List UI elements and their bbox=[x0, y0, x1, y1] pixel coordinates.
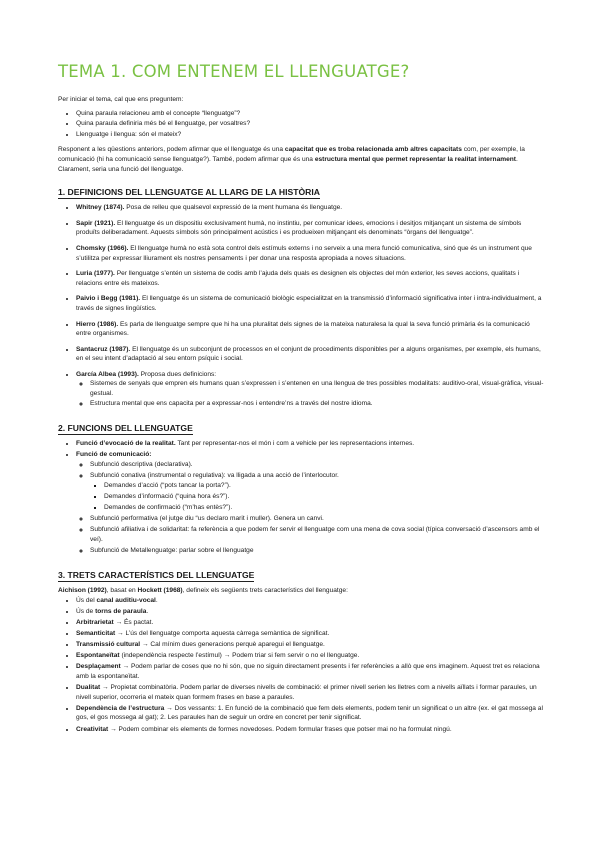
subfunction-list bbox=[76, 460, 546, 555]
subfunction-item: ◦ Subfunció performativa (el jutge diu “us declaro marit i muller). Genera un canvi. bbox=[90, 514, 546, 524]
definition-item: • Santacruz (1987). El llenguatge és un subconjunt de processos en el conjunt de procediments disponibles per a alguns organismes, per exemple, els humans, en el seu intent d’adaptació al seu entorn psíquic i social. bbox=[76, 345, 546, 364]
demand-item: ▪ Demandes d’informació (“quina hora és?”). bbox=[104, 492, 546, 502]
section-traits bbox=[58, 565, 546, 734]
subfunction-item: ◦ Subfunció afiliativa i de solidaritat: fa referència a que podem fer servir el llenguatge com una mena de cova social (típica conversació d’ascensors amb el veí). bbox=[90, 525, 546, 544]
function-item: • Funció d’evocació de la realitat. Tant per representar-nos el món i com a vehicle per les representacions internes. bbox=[76, 439, 546, 449]
demand-item: ▪ Demandes d’acció (“pots tancar la porta?”). bbox=[104, 481, 546, 491]
intro-text: Per iniciar el tema, cal que ens preguntem: bbox=[58, 96, 184, 103]
trait-item: • Creativitat → Podem combinar els elements de formes novedoses. Podem formular frases que potser mai no ha formulat ningú. bbox=[76, 725, 546, 735]
section-heading: 3. TRETS CARACTERÍSTICS DEL LLENGUATGE bbox=[58, 570, 255, 581]
sub-definition-item: ◦ Sistemes de senyals que empren els humans quan s’expressen i s’entenen en una llengua de tres possibles modalitats: auditivo-oral, visual-gràfica, visual-gestual. bbox=[90, 379, 546, 398]
subfunction-item: ◦ Subfunció descriptiva (declarativa). bbox=[90, 460, 546, 470]
trait-item: • Transmissió cultural → Cal mínim dues generacions perquè aparegui el llenguatge. bbox=[76, 640, 546, 650]
section-heading: 2. FUNCIONS DEL LLENGUATGE bbox=[58, 423, 193, 434]
definition-item: • García Albea (1993). Proposa dues definicions: ◦ Sistemes de senyals que empren els humans quan s’expressen i s’entenen en una llengua de tres possibles modalitats: auditivo-oral, visual-gràfica, visual-gestual. ◦ Estructura mental que ens capacita per a expressar-nos i entendre’ns a través del nostre idioma. bbox=[76, 370, 546, 408]
sub-definition-list bbox=[76, 379, 546, 408]
trait-item: • Dualitat → Propietat combinatòria. Podem parlar de diverses nivells de combinació: el primer nivell serien les lletres com a nivells aïllats i formar paraules, un nivell superior, ocorreria el mateix quan formem frases en base a paraules. bbox=[76, 683, 546, 702]
demand-list bbox=[90, 481, 546, 513]
subfunction-item: ◦ Subfunció de Metallenguatge: parlar sobre el llenguatge bbox=[90, 546, 546, 556]
demand-item: ▪ Demandes de confirmació (“m’has entès?”). bbox=[104, 503, 546, 513]
page-title: TEMA 1. COM ENTENEM EL LLENGUATGE? bbox=[58, 62, 410, 81]
question-item: • Quina paraula relacioneu amb el concepte “llenguatge”? bbox=[76, 109, 546, 119]
definition-list bbox=[58, 203, 546, 408]
definition-item: • Luria (1977). Per llenguatge s’entén un sistema de codis amb l’ajuda dels quals es designen els objectes del món exterior, les seves accions, qualitats i relacions entre els mateixos. bbox=[76, 269, 546, 288]
trait-list bbox=[58, 596, 546, 734]
subfunction-item: ◦ Subfunció conativa (instrumental o regulativa): va lligada a una acció de l’interlocutor. ▪ Demandes d’acció (“pots tancar la porta?”). ▪ Demandes d’informació (“quina hora és?”). ▪ Demandes de confirmació (“m’has entès?”). bbox=[90, 471, 546, 512]
question-item: • Llenguatge i llengua: són el mateix? bbox=[76, 130, 546, 140]
section-heading: 1. DEFINICIONS DEL LLENGUATGE AL LLARG DE LA HISTÒRIA bbox=[58, 187, 320, 198]
question-item: • Quina paraula definiria més bé el llenguatge, per vosaltres? bbox=[76, 119, 546, 129]
traits-intro: Aichison (1992), basat en Hockett (1968), defineix els següents trets característics del llenguatge: bbox=[58, 587, 348, 595]
definition-item: • Whitney (1874). Posa de relleu que qualsevol expressió de la ment humana és llenguatge. bbox=[76, 203, 546, 213]
section-definitions bbox=[58, 182, 546, 408]
answer-paragraph: Responent a les qüestions anteriors, podem afirmar que el llenguatge és una capacitat que es troba relacionada amb altres capacitats com, per exemple, la comunicació (hi ha comunicació sense llenguatge?). També, podem afirmar que és una estructura mental que permet representar la realitat internament. Clarament, seria una funció del llenguatge. bbox=[58, 146, 525, 173]
function-item: • Funció de comunicació: ◦ Subfunció descriptiva (declarativa). ◦ Subfunció conativa (instrumental o regulativa): va lligada a una acció de l’interlocutor. ▪ Demandes d’acció (“pots tancar la porta?”). ▪ Demandes d’informació (“quina hora és?”). ▪ Demandes de confirmació (“m’has entès?”). ◦ Subfunció performativa (el jutge diu “us declaro marit i muller). Genera un canvi. ◦ Subfunció afiliativa i de solidaritat: fa referència a que podem fer servir el llenguatge com una mena de cova social (típica conversació d’ascensors amb el veí). ◦ Subfunció de Metallenguatge: parlar sobre el llenguatge bbox=[76, 450, 546, 555]
function-list bbox=[58, 439, 546, 555]
definition-item: • Paivio i Begg (1981). El llenguatge és un sistema de comunicació biològic especialitzat en la transmissió d’informació significativa inter i intra-individualment, a través de signes lingüístics. bbox=[76, 294, 546, 313]
trait-item: • Desplaçament → Podem parlar de coses que no hi són, que no siguin directament presents i fer referències a allò que ens imaginem. Aquest tret es relaciona amb la espontaneïtat. bbox=[76, 662, 546, 681]
section-functions bbox=[58, 418, 546, 555]
trait-item: • Ús de torns de paraula. bbox=[76, 607, 546, 617]
trait-item: • Ús del canal auditiu-vocal. bbox=[76, 596, 546, 606]
definition-item: • Chomsky (1966). El llenguatge humà no està sota control dels estímuls externs i no serveix a una mera funció comunicativa, sinó que és un instrument que s’utilitza per expressar lliurament els nostres pensaments i per donar una resposta apropiada a noves situacions. bbox=[76, 244, 546, 263]
trait-item: • Arbitrarietat → És pactat. bbox=[76, 618, 546, 628]
trait-item: • Espontaneïtat (independència respecte l’estímul) → Podem triar si fem servir o no el llenguatge. bbox=[76, 651, 546, 661]
trait-item: • Semanticitat → L’ús del llenguatge comporta aquesta càrrega semàntica de significat. bbox=[76, 629, 546, 639]
question-list bbox=[58, 109, 546, 140]
sub-definition-item: ◦ Estructura mental que ens capacita per a expressar-nos i entendre’ns a través del nostre idioma. bbox=[90, 399, 546, 409]
trait-item: • Dependència de l’estructura → Dos vessants: 1. En funció de la combinació que fem dels elements, podem tenir un significat o un altre (ex. el gat mossega al gos, el gos mossega al gat); 2. Les paraules han de seguir un ordre en concret per tenir significat. bbox=[76, 704, 546, 723]
definition-item: • Sapir (1921). El llenguatge és un dispositiu exclusivament humà, no instintiu, per comunicar idees, emocions i desitjos mitjançant un sistema de símbols produïts deliberadament. Aquests símbols són principalment acústics i es produeixen mitjançant els denominats “òrgans del llenguatge”. bbox=[76, 219, 546, 238]
definition-item: • Hierro (1986). Es parla de llenguatge sempre que hi ha una pluralitat dels signes de la mateixa naturalesa la qual la seva funció primària és la comunicació entre organismes. bbox=[76, 320, 546, 339]
